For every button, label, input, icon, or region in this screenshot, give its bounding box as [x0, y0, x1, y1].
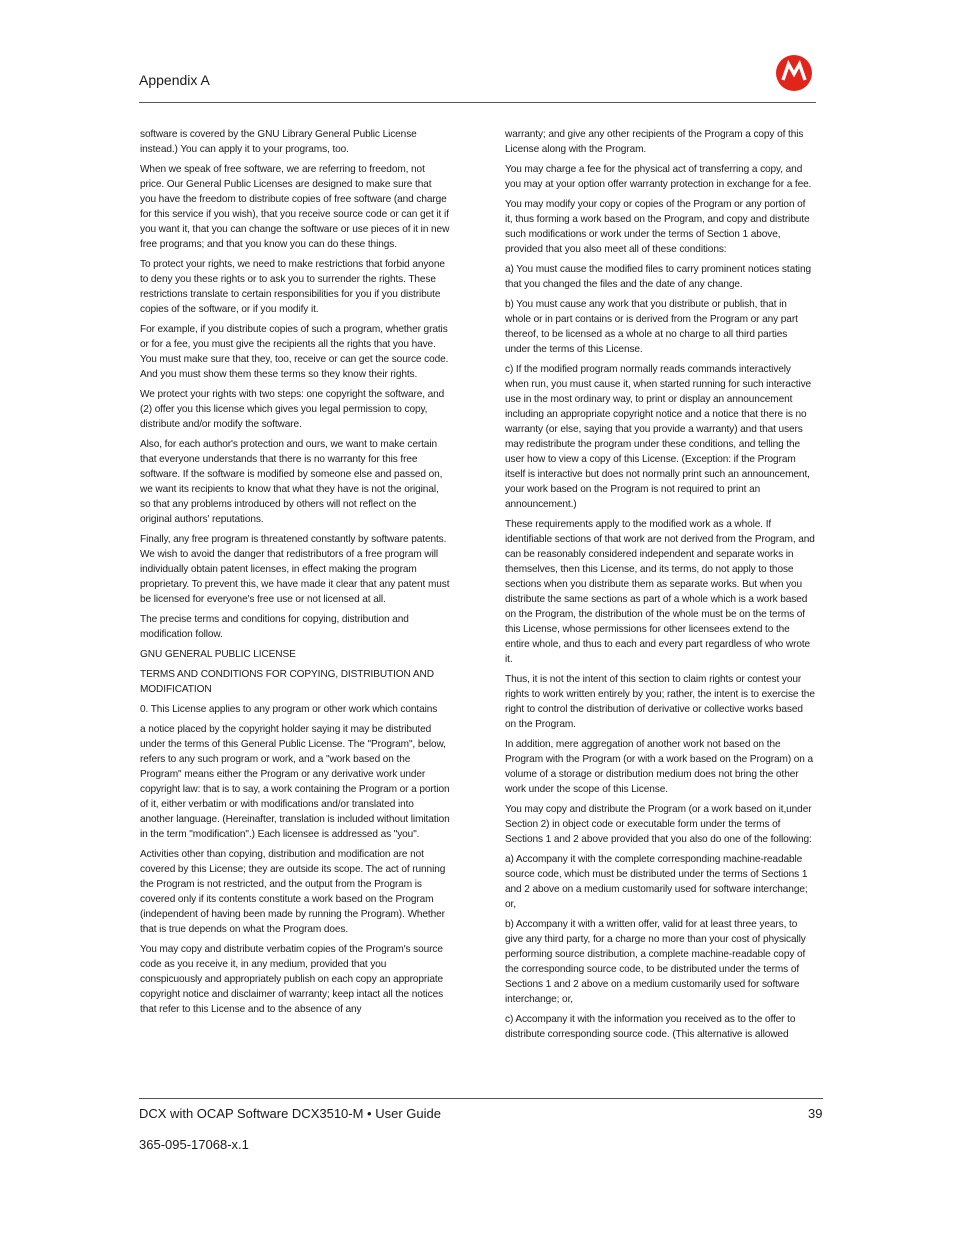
- footer-divider: [139, 1098, 823, 1099]
- paragraph: These requirements apply to the modified work as a whole. If identifiable sections of that work are not derived from the Program, and can be reasonably considered independent and separate works in themselves, then this License, and its terms, do not apply to those sections when you distribute them as separate works. But when you distribute the same sections as part of a whole which is a work based on the Program, the distribution of the whole must be on the terms of this License, whose permissions for other licensees extend to the entire whole, and thus to each and every part regardless of who wrote it.: [505, 519, 815, 665]
- paragraph: You may modify your copy or copies of the Program or any portion of it, thus forming a work based on the Program, and copy and distribute such modifications or work under the terms of Section 1 above, provided that you also meet all of these conditions:: [505, 199, 810, 255]
- document-title: DCX with OCAP Software DCX3510-M • User Guide: [139, 1106, 441, 1121]
- header-divider: [139, 102, 816, 103]
- left-text-column: [140, 127, 450, 1022]
- paragraph: Finally, any free program is threatened constantly by software patents. We wish to avoid the danger that redistributors of a free program will individually obtain patent licenses, in effect making the program proprietary. To prevent this, we have made it clear that any patent must be licensed for everyone's free use or not licensed at all.: [140, 534, 450, 605]
- license-heading: GNU GENERAL PUBLIC LICENSE: [140, 649, 296, 660]
- paragraph: Thus, it is not the intent of this section to claim rights or contest your rights to work written entirely by you; rather, the intent is to exercise the right to control the distribution of derivative or collective works based on the Program.: [505, 674, 815, 730]
- motorola-logo-icon: [776, 55, 812, 91]
- paragraph: In addition, mere aggregation of another work not based on the Program with the Program (or with a work based on the Program) on a volume of a storage or distribution medium does not bring the other work under the scope of this License.: [505, 739, 814, 795]
- paragraph: Also, for each author's protection and ours, we want to make certain that everyone understands that there is no warranty for this free software. If the software is modified by someone else and passed on, we want its recipients to know that what they have is not the original, so that any problems introduced by others will not reflect on the original authors' reputations.: [140, 439, 443, 525]
- part-number: 365-095-17068-x.1: [139, 1137, 249, 1152]
- paragraph: warranty; and give any other recipients of the Program a copy of this License along with the Program.: [505, 129, 804, 155]
- paragraph: c) Accompany it with the information you received as to the offer to distribute corresponding source code. (This alternative is allowed: [505, 1014, 796, 1040]
- paragraph: 0. This License applies to any program or other work which contains: [140, 704, 438, 715]
- right-text-column: [505, 127, 815, 1047]
- page-number: 39: [808, 1106, 823, 1121]
- terms-heading: TERMS AND CONDITIONS FOR COPYING, DISTRIBUTION AND MODIFICATION: [140, 669, 434, 695]
- paragraph: b) Accompany it with a written offer, valid for at least three years, to give any third party, for a charge no more than your cost of physically performing source distribution, a complete machine-readable copy of the corresponding source code, to be distributed under the terms of Sections 1 and 2 above on a medium customarily used for software interchange; or,: [505, 919, 806, 1005]
- paragraph: software is covered by the GNU Library General Public License instead.) You can apply it to your programs, too.: [140, 129, 417, 155]
- paragraph: You may copy and distribute the Program (or a work based on it,under Section 2) in object code or executable form under the terms of Sections 1 and 2 above provided that you also do one of the following:: [505, 804, 812, 845]
- paragraph: Activities other than copying, distribution and modification are not covered by this License; they are outside its scope. The act of running the Program is not restricted, and the output from the Program is covered only if its contents constitute a work based on the Program (independent of having been made by running the Program). Whether that is true depends on what the Program does.: [140, 849, 446, 935]
- paragraph: When we speak of free software, we are referring to freedom, not price. Our General Public Licenses are designed to make sure that you have the freedom to distribute copies of free software (and charge for this service if you wish), that you receive source code or can get it if you want it, that you can change the software or use pieces of it in new free programs; and that you know you can do these things.: [140, 164, 450, 250]
- paragraph: b) You must cause any work that you distribute or publish, that in whole or in part contains or is derived from the Program or any part thereof, to be licensed as a whole at no charge to all third parties under the terms of this License.: [505, 299, 798, 355]
- paragraph: We protect your rights with two steps: one copyright the software, and (2) offer you this license which gives you legal permission to copy, distribute and/or modify the software.: [140, 389, 445, 430]
- paragraph: The precise terms and conditions for copying, distribution and modification follow.: [140, 614, 409, 640]
- paragraph: a) You must cause the modified files to carry prominent notices stating that you changed the files and the date of any change.: [505, 264, 811, 290]
- paragraph: You may charge a fee for the physical act of transferring a copy, and you may at your option offer warranty protection in exchange for a fee.: [505, 164, 812, 190]
- paragraph: a notice placed by the copyright holder saying it may be distributed under the terms of this General Public License. The "Program", below, refers to any such program or work, and a "work based on the Program" means either the Program or any derivative work under copyright law: that is to say, a work containing the Program or a portion of it, either verbatim or with modifications and/or translated into another language. (Hereinafter, translation is included without limitation in the term "modification".) Each licensee is addressed as "you".: [140, 724, 450, 840]
- section-title: Appendix A: [139, 72, 210, 88]
- paragraph: For example, if you distribute copies of such a program, whether gratis or for a fee, you must give the recipients all the rights that you have. You must make sure that they, too, receive or can get the source code. And you must show them these terms so they know their rights.: [140, 324, 449, 380]
- paragraph: a) Accompany it with the complete corresponding machine-readable source code, which must be distributed under the terms of Sections 1 and 2 above on a medium customarily used for software interchange; or,: [505, 854, 808, 910]
- paragraph: To protect your rights, we need to make restrictions that forbid anyone to deny you these rights or to ask you to surrender the rights. These restrictions translate to certain responsibilities for you if you distribute copies of the software, or if you modify it.: [140, 259, 445, 315]
- paragraph: c) If the modified program normally reads commands interactively when run, you must cause it, when started running for such interactive use in the most ordinary way, to print or display an announcement including an appropriate copyright notice and a notice that there is no warranty (or else, saying that you provide a warranty) and that users may redistribute the program under these conditions, and telling the user how to view a copy of this License. (Exception: if the Program itself is interactive but does not normally print such an announcement, your work based on the Program is not required to print an announcement.): [505, 364, 812, 510]
- paragraph: You may copy and distribute verbatim copies of the Program's source code as you receive it, in any medium, provided that you conspicuously and appropriately publish on each copy an appropriate copyright notice and disclaimer of warranty; keep intact all the notices that refer to this License and to the absence of any: [140, 944, 444, 1015]
